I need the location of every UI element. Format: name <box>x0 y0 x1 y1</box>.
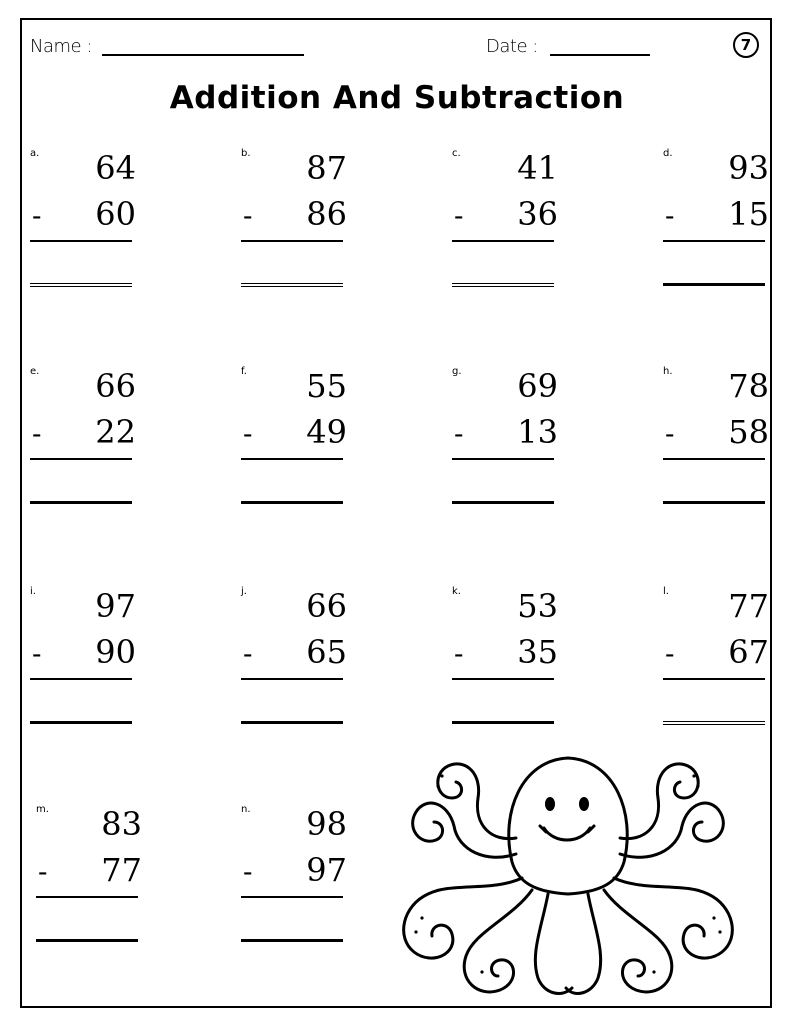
answer-line[interactable] <box>452 721 554 724</box>
minuend: 78 <box>728 367 769 405</box>
problem-letter: m. <box>36 804 49 815</box>
operation-line <box>36 896 138 898</box>
answer-line[interactable] <box>663 283 765 286</box>
problem-letter: a. <box>30 148 40 159</box>
problem-a <box>30 148 140 318</box>
subtrahend: 86 <box>306 195 347 233</box>
answer-line[interactable] <box>452 501 554 504</box>
minus-sign: - <box>38 855 48 888</box>
minus-sign: - <box>243 637 253 670</box>
date-label: Date : <box>486 36 538 57</box>
operation-line <box>663 458 765 460</box>
minus-sign: - <box>243 855 253 888</box>
answer-line[interactable] <box>241 721 343 724</box>
minuend: 64 <box>95 149 136 187</box>
answer-line[interactable] <box>241 283 343 287</box>
minuend: 97 <box>95 587 136 625</box>
minuend: 41 <box>517 149 558 187</box>
minus-sign: - <box>665 417 675 450</box>
minus-sign: - <box>454 637 464 670</box>
name-label: Name : <box>30 36 92 57</box>
subtrahend: 22 <box>95 413 136 451</box>
problem-n <box>241 804 351 974</box>
problem-j <box>241 586 351 756</box>
minus-sign: - <box>454 417 464 450</box>
operation-line <box>452 240 554 242</box>
answer-line[interactable] <box>36 939 138 942</box>
problem-letter: n. <box>241 804 251 815</box>
subtrahend: 60 <box>95 195 136 233</box>
minus-sign: - <box>32 199 42 232</box>
minus-sign: - <box>454 199 464 232</box>
octopus-illustration <box>382 742 754 1004</box>
subtrahend: 90 <box>95 633 136 671</box>
operation-line <box>663 240 765 242</box>
problem-letter: h. <box>663 366 673 377</box>
problem-m <box>36 804 146 974</box>
problem-b <box>241 148 351 318</box>
minuend: 69 <box>517 367 558 405</box>
answer-line[interactable] <box>452 283 554 287</box>
problem-f <box>241 366 351 536</box>
minuend: 87 <box>306 149 347 187</box>
date-field-line[interactable] <box>550 54 650 56</box>
answer-line[interactable] <box>241 939 343 942</box>
problem-d <box>663 148 773 318</box>
minuend: 55 <box>306 367 347 405</box>
page-number-badge: 7 <box>733 32 759 58</box>
minus-sign: - <box>665 637 675 670</box>
answer-line[interactable] <box>241 501 343 504</box>
subtrahend: 67 <box>728 633 769 671</box>
operation-line <box>241 896 343 898</box>
operation-line <box>30 678 132 680</box>
subtrahend: 13 <box>517 413 558 451</box>
subtrahend: 49 <box>306 413 347 451</box>
minus-sign: - <box>243 417 253 450</box>
problem-i <box>30 586 140 756</box>
operation-line <box>452 458 554 460</box>
answer-line[interactable] <box>663 501 765 504</box>
subtrahend: 97 <box>306 851 347 889</box>
answer-line[interactable] <box>30 721 132 724</box>
problem-letter: c. <box>452 148 461 159</box>
subtrahend: 35 <box>517 633 558 671</box>
minuend: 83 <box>101 805 142 843</box>
problem-k <box>452 586 562 756</box>
problem-g <box>452 366 562 536</box>
problem-letter: b. <box>241 148 251 159</box>
minuend: 98 <box>306 805 347 843</box>
subtrahend: 58 <box>728 413 769 451</box>
problem-letter: e. <box>30 366 40 377</box>
problem-letter: j. <box>241 586 247 597</box>
operation-line <box>452 678 554 680</box>
operation-line <box>30 240 132 242</box>
minus-sign: - <box>665 199 675 232</box>
problem-c <box>452 148 562 318</box>
minuend: 77 <box>728 587 769 625</box>
minuend: 66 <box>306 587 347 625</box>
problem-h <box>663 366 773 536</box>
subtrahend: 15 <box>728 195 769 233</box>
operation-line <box>663 678 765 680</box>
worksheet-title: Addition And Subtraction <box>169 80 625 116</box>
problem-l <box>663 586 773 756</box>
name-field-line[interactable] <box>102 54 304 56</box>
answer-line[interactable] <box>30 501 132 504</box>
minus-sign: - <box>32 637 42 670</box>
minuend: 53 <box>517 587 558 625</box>
answer-line[interactable] <box>30 283 132 287</box>
subtrahend: 36 <box>517 195 558 233</box>
operation-line <box>241 240 343 242</box>
problem-letter: k. <box>452 586 461 597</box>
minus-sign: - <box>243 199 253 232</box>
problem-letter: i. <box>30 586 36 597</box>
subtrahend: 77 <box>101 851 142 889</box>
subtrahend: 65 <box>306 633 347 671</box>
operation-line <box>241 678 343 680</box>
minuend: 93 <box>728 149 769 187</box>
problem-letter: l. <box>663 586 669 597</box>
minus-sign: - <box>32 417 42 450</box>
operation-line <box>30 458 132 460</box>
minuend: 66 <box>95 367 136 405</box>
answer-line[interactable] <box>663 721 765 725</box>
problem-letter: f. <box>241 366 247 377</box>
problem-letter: g. <box>452 366 462 377</box>
problem-e <box>30 366 140 536</box>
problem-letter: d. <box>663 148 673 159</box>
operation-line <box>241 458 343 460</box>
